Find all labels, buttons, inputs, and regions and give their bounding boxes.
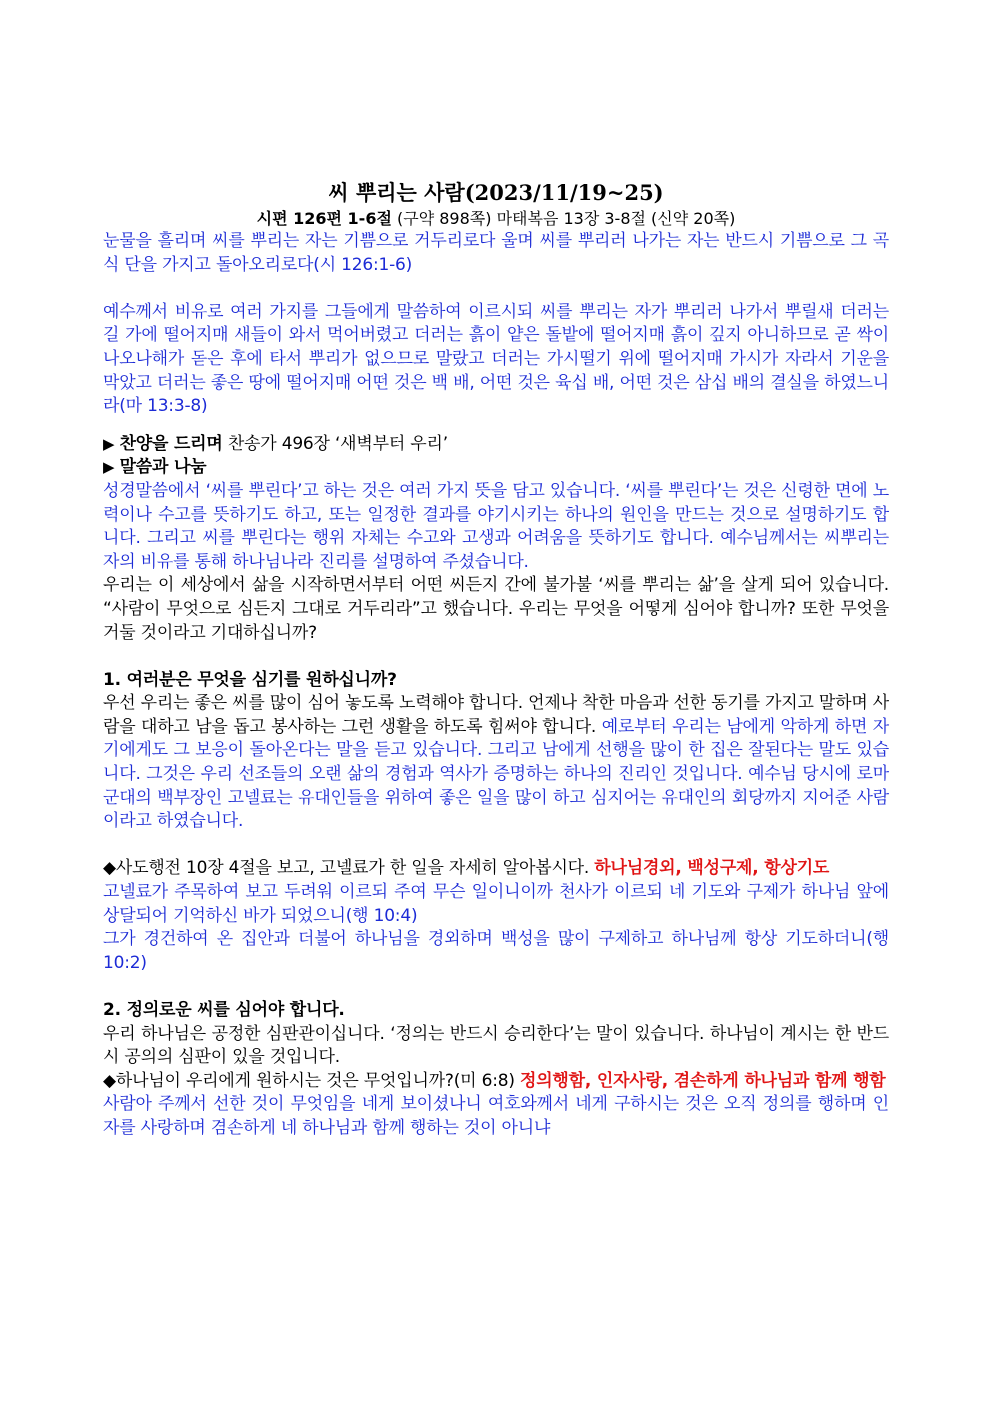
- play-marker-icon: ▶: [103, 434, 115, 453]
- section-2-question: [103, 1070, 889, 1094]
- spacer: [103, 975, 889, 999]
- section-2-body: 우리 하나님은 공정한 심판관이십니다. ‘정의는 반드시 승리한다’는 말이 있습니다. 하나님이 계시는 한 반드시 공의의 심판이 있을 것입니다.: [103, 1023, 889, 1068]
- section-2-heading: 2. 정의로운 씨를 심어야 합니다.: [103, 1000, 345, 1020]
- spacer: [103, 277, 889, 301]
- section-1-question: [103, 857, 889, 881]
- intro-paragraph-1: 성경말씀에서 ‘씨를 뿌린다’고 하는 것은 여러 가지 뜻을 담고 있습니다. ‘씨를 뿌린다’는 것은 신령한 면에 노력이나 수고를 뜻하기도 하고, 또는 일정한 결과를 야기시키는 하나의 원인을 만드는 것으로 설명하기도 합니다. 그리고 씨를 뿌린다는 행위 자체는 수고와 고생과 어려움을 뜻하기도 합니다. 예수님께서는 씨뿌리는 자의 비유를 통해 하나님나라 진리를 설명하여 주셨습니다.: [103, 480, 889, 572]
- scripture-reference-main: 시편 126편 1-6절: [256, 209, 392, 228]
- section-1-answer: 하나님경외, 백성구제, 항상기도: [594, 858, 830, 879]
- play-marker-icon: ▶: [103, 458, 115, 477]
- section-1-body-blue: 예로부터 우리는 남에게 악하게 하면 자기에게도 그 보응이 돌아온다는 말을 듣고 있습니다. 그리고 남에게 선행을 많이 한 집은 잘된다는 말도 있습니다. 그것은 우리 선조들의 오랜 삶의 경험과 역사가 증명하는 하나의 진리인 것입니다. 예수님 당시에 로마군대의 백부장인 고넬료는 유대인들을 위하여 좋은 일을 많이 하고 심지어는 유대인의 회당까지 지어준 사람이라고 하였습니다.: [103, 716, 889, 832]
- section-1-verse-2: 그가 경건하여 온 집안과 더불어 하나님을 경외하며 백성을 많이 구제하고 하나님께 항상 기도하더니(행 10:2): [103, 929, 889, 973]
- scripture-reference: [103, 208, 889, 230]
- section-2-answer: 정의행함, 인자사랑, 겸손하게 하나님과 함께 행함: [519, 1070, 886, 1091]
- section-1-heading: 1. 여러분은 무엇을 심기를 원하십니까?: [103, 669, 397, 690]
- section-1-body: [103, 692, 889, 834]
- spacer: [103, 419, 889, 433]
- document-page: [103, 178, 889, 1141]
- section-1-body-black: 우선 우리는 좋은 씨를 많이 심어 놓도록 노력해야 합니다. 언제나 착한 마음과 선한 동기를 가지고 말하며 사람을 대하고 남을 돕고 봉사하는 그런 생활을 하도록 힘써야 합니다.: [103, 693, 890, 737]
- scripture-psalm: 눈물을 흘리며 씨를 뿌리는 자는 기쁨으로 거두리로다 울며 씨를 뿌리러 나가는 자는 반드시 기쁨으로 그 곡식 단을 가지고 돌아오리로다(시 126:1-6): [103, 231, 889, 275]
- sharing-line: [103, 456, 889, 480]
- spacer: [103, 834, 889, 858]
- section-1-verse-1: 고넬료가 주목하여 보고 두려워 이르되 주여 무슨 일이니이까 천사가 이르되 네 기도와 구제가 하나님 앞에 상달되어 기억하신 바가 되었으니(행 10:4): [103, 882, 889, 926]
- intro-paragraph-2: 우리는 이 세상에서 삶을 시작하면서부터 어떤 씨든지 간에 불가불 ‘씨를 뿌리는 삶’을 살게 되어 있습니다. “사람이 무엇으로 심든지 그대로 거두리라”고 했습니다. 우리는 무엇을 어떻게 심어야 합니까? 또한 무엇을 거둘 것이라고 기대하십니까?: [103, 575, 889, 643]
- spacer: [103, 645, 889, 669]
- page-title: 씨 뿌리는 사람(2023/11/19~25): [328, 180, 664, 205]
- scripture-matthew: 예수께서 비유로 여러 가지를 그들에게 말씀하여 이르시되 씨를 뿌리는 자가 뿌리러 나가서 뿌릴새 더러는 길 가에 떨어지매 새들이 와서 먹어버렸고 더러는 흙이 얕은 돌밭에 떨어지매 흙이 깊지 아니하므로 곧 싹이 나오나해가 돋은 후에 타서 뿌리가 없으므로 말랐고 더러는 가시떨기 위에 떨어지매 가시가 자라서 기운을 막았고 더러는 좋은 땅에 떨어지매 어떤 것은 백 배, 어떤 것은 육십 배, 어떤 것은 삼십 배의 결실을 하였느니라(마 13:3-8): [103, 301, 889, 417]
- hymn-label: 찬양을 드리며: [119, 433, 223, 454]
- section-2-question-text: ◆하나님이 우리에게 원하시는 것은 무엇입니까?(미 6:8): [103, 1070, 520, 1091]
- scripture-reference-detail: (구약 898쪽) 마태복음 13장 3-8절 (신약 20쪽): [391, 209, 736, 228]
- section-2-verse: 사람아 주께서 선한 것이 무엇임을 네게 보이셨나니 여호와께서 네게 구하시는 것은 오직 정의를 행하며 인자를 사랑하며 겸손하게 네 하나님과 함께 행하는 것이 아니냐: [103, 1094, 889, 1138]
- section-1-question-text: ◆사도행전 10장 4절을 보고, 고넬료가 한 일을 자세히 알아봅시다.: [103, 858, 595, 879]
- hymn-line: [103, 433, 889, 457]
- sharing-label: 말씀과 나눔: [119, 457, 207, 478]
- hymn-text: 찬송가 496장 ‘새벽부터 우리’: [222, 433, 448, 454]
